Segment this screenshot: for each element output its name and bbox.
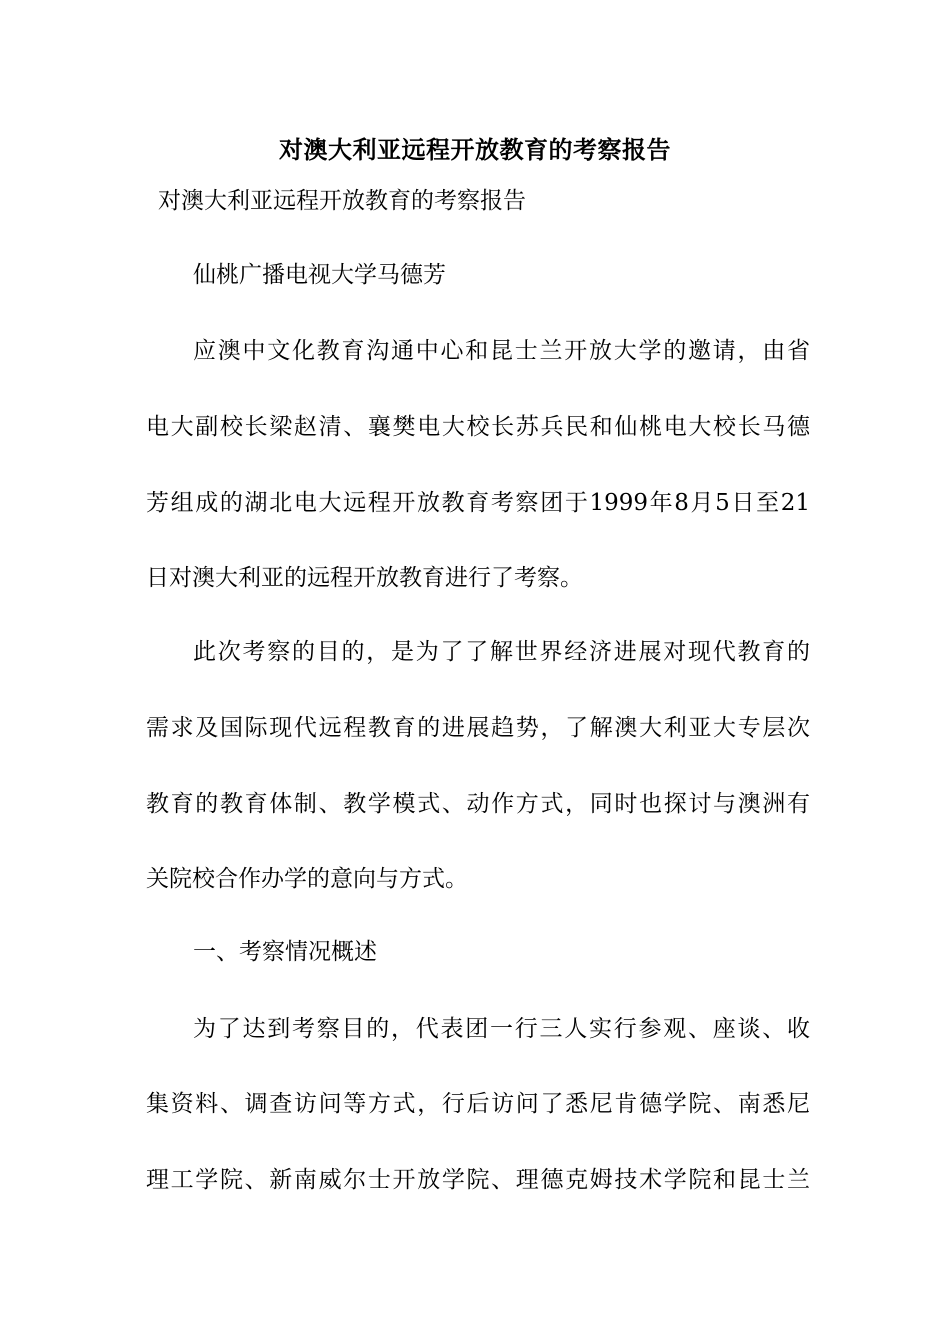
paragraph-line: 芳组成的湖北电大远程开放教育考察团于1999年8月5日至21 <box>146 490 810 516</box>
paragraph-line: 应澳中文化教育沟通中心和昆士兰开放大学的邀请，由省 <box>193 338 810 364</box>
paragraph-line: 电大副校长梁赵清、襄樊电大校长苏兵民和仙桃电大校长马德 <box>146 414 810 440</box>
paragraph-line: 集资料、调查访问等方式，行后访问了悉尼肯德学院、南悉尼 <box>146 1091 810 1117</box>
paragraph-line: 此次考察的目的，是为了了解世界经济进展对现代教育的 <box>193 639 810 665</box>
paragraph-line: 理工学院、新南威尔士开放学院、理德克姆技术学院和昆士兰 <box>146 1167 810 1193</box>
paragraph-line: 为了达到考察目的，代表团一行三人实行参观、座谈、收 <box>193 1016 810 1042</box>
document-subtitle: 对澳大利亚远程开放教育的考察报告 <box>158 188 526 214</box>
author-line: 仙桃广播电视大学马德芳 <box>193 262 446 288</box>
section-heading: 一、考察情况概述 <box>193 939 377 965</box>
paragraph-line: 日对澳大利亚的远程开放教育进行了考察。 <box>146 565 583 591</box>
paragraph-line: 教育的教育体制、教学模式、动作方式，同时也探讨与澳洲有 <box>146 791 810 817</box>
paragraph-line: 需求及国际现代远程教育的进展趋势，了解澳大利亚大专层次 <box>146 715 810 741</box>
paragraph-line: 关院校合作办学的意向与方式。 <box>146 866 468 892</box>
document-title: 对澳大利亚远程开放教育的考察报告 <box>279 135 671 164</box>
